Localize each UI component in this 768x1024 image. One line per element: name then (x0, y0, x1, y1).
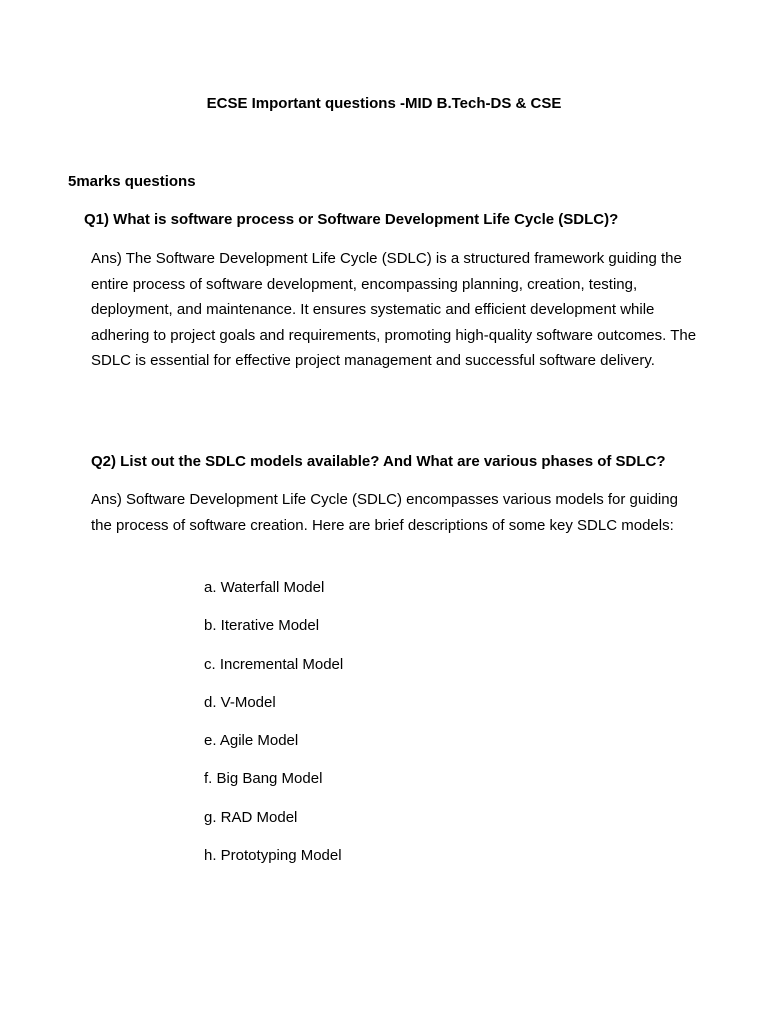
list-item: b. Iterative Model (204, 617, 320, 635)
list-item: d. V-Model (204, 693, 276, 711)
question-1: Q1) What is software process or Software Development Life Cycle (SDLC)? (84, 211, 619, 228)
list-item: h. Prototyping Model (204, 847, 342, 865)
list-item: c. Incremental Model (204, 655, 344, 673)
answer-1: Ans) The Software Development Life Cycle (SDLC) is a structured framework guiding the entire process of software development, encompassing planning, creation, testing, deployment, and maintenance. It ensures systematic and efficient development while adhering to project goals and requirements, promoting high-quality software outcomes. The SDLC is essential for effective project management and successful software delivery. (91, 250, 697, 369)
document-title: ECSE Important questions -MID B.Tech-DS & CSE (206, 95, 562, 112)
list-item: e. Agile Model (204, 732, 299, 750)
answer-2: Ans) Software Development Life Cycle (SDLC) encompasses various models for guiding the process of software creation. Here are brief descriptions of some key SDLC models: (91, 491, 678, 534)
section-heading: 5marks questions (68, 173, 196, 190)
list-item: a. Waterfall Model (204, 579, 325, 596)
list-item: g. RAD Model (204, 808, 298, 826)
sdlc-models-list (204, 578, 343, 884)
question-2: Q2) List out the SDLC models available? And What are various phases of SDLC? (91, 453, 666, 470)
list-item: f. Big Bang Model (204, 770, 323, 788)
